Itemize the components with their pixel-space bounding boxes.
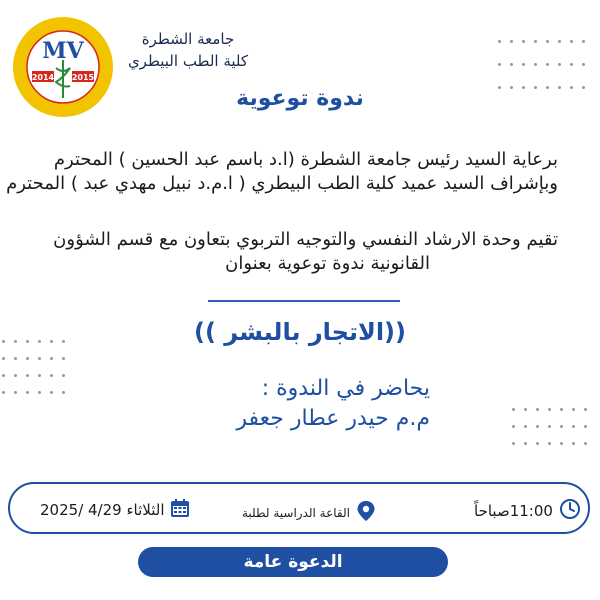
logo-year-left: 2014 [31, 73, 55, 82]
calendar-icon [170, 498, 190, 522]
date-info [40, 498, 190, 522]
time-text: 11:00صباحاً [474, 502, 553, 520]
page-title: ندوة توعوية [236, 86, 364, 111]
intro-line-2: القانونية ندوة توعوية بعنوان [225, 253, 430, 274]
dot-grid-right [512, 408, 587, 445]
logo-letters: MV [42, 38, 84, 64]
date-text: الثلاثاء 4/29 /2025 [40, 501, 165, 519]
lecturer-label: يحاضر في الندوة : [261, 376, 430, 401]
patronage-line-1: برعاية السيد رئيس جامعة الشطرة (ا.د باسم عبد الحسين ) المحترم [53, 149, 558, 170]
patronage-line-2: وبإشراف السيد عميد كلية الطب البيطري ( ا.م.د نبيل مهدي عبد ) المحترم [6, 173, 558, 194]
location-text: القاعة الدراسية لطلبة [242, 506, 350, 520]
college-name: كلية الطب البيطري [127, 52, 249, 70]
location-pin-icon [356, 500, 376, 526]
location-info [242, 500, 376, 526]
public-invitation-banner: الدعوة عامة [138, 547, 448, 577]
seminar-topic: ((الاتجار بالبشر )) [193, 318, 406, 346]
divider [208, 300, 400, 302]
clock-icon [559, 498, 581, 524]
time-info [474, 498, 581, 524]
intro-line-1: تقيم وحدة الارشاد النفسي والتوجيه التربوي بتعاون مع قسم الشؤون [53, 229, 558, 250]
university-name: جامعة الشطرة [141, 30, 235, 48]
lecturer-name: م.م حيدر عطار جعفر [236, 406, 430, 431]
event-info-bar [8, 482, 590, 534]
logo-year-right: 2015 [71, 73, 95, 82]
dot-grid-top-right [498, 40, 585, 89]
